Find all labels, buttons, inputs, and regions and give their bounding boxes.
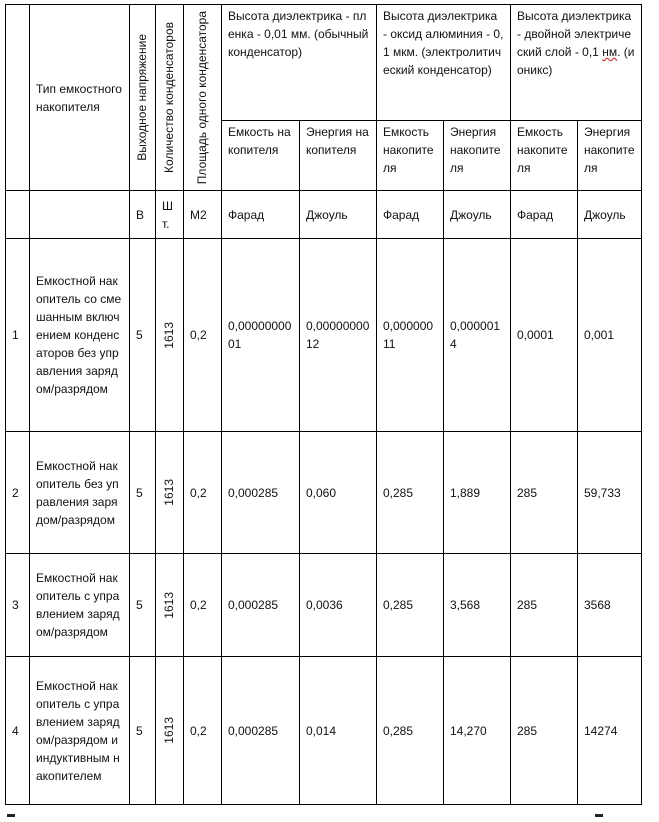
unit-count: Шт. xyxy=(156,191,184,239)
unit-alox-farad: Фарад xyxy=(377,191,444,239)
header-count: Количество конденсаторов xyxy=(156,5,184,191)
row-ionix-capacity: 285 xyxy=(511,432,578,554)
row-number: 2 xyxy=(6,432,30,554)
row-type: Емкостной накопитель с управлением зарядом/разрядом и индуктивным накопителем xyxy=(30,657,130,805)
row-alox-capacity: 0,285 xyxy=(377,554,444,657)
row-area: 0,2 xyxy=(184,239,222,432)
header-ionix-energy: Энергия накопителя xyxy=(578,121,642,191)
header-row-1 xyxy=(6,5,642,121)
row-alox-energy: 1,889 xyxy=(444,432,511,554)
row-film-energy: 0,060 xyxy=(300,432,377,554)
unit-ionix-farad: Фарад xyxy=(511,191,578,239)
row-area: 0,2 xyxy=(184,554,222,657)
units-blank-num xyxy=(6,191,30,239)
header-group-film: Высота диэлектрика - пленка - 0,01 мм. (обычный конденсатор) xyxy=(222,5,377,121)
table-row xyxy=(6,432,642,554)
unit-film-farad: Фарад xyxy=(222,191,300,239)
row-film-capacity: 0,000285 xyxy=(222,432,300,554)
row-number: 3 xyxy=(6,554,30,657)
row-film-energy: 0,0000000012 xyxy=(300,239,377,432)
unit-area: М2 xyxy=(184,191,222,239)
header-film-energy: Энергия накопителя xyxy=(300,121,377,191)
row-type: Емкостной накопитель без управления зарядом/разрядом xyxy=(30,432,130,554)
header-group-alox: Высота диэлектрика - оксид алюминия - 0,1 мкм. (электролитический конденсатор) xyxy=(377,5,511,121)
unit-voltage: В xyxy=(130,191,156,239)
row-film-capacity: 0,000285 xyxy=(222,554,300,657)
cropped-text-line xyxy=(5,812,655,822)
header-type: Тип емкостного накопителя xyxy=(30,5,130,191)
row-count: 1613 xyxy=(156,657,184,805)
header-voltage: Выходное напряжение xyxy=(130,5,156,191)
header-area: Площадь одного конденсатора xyxy=(184,5,222,191)
spellcheck-underline: нм xyxy=(602,45,618,59)
table-row xyxy=(6,657,642,805)
row-ionix-energy: 0,001 xyxy=(578,239,642,432)
row-type: Емкостной накопитель с управлением зарядом/разрядом xyxy=(30,554,130,657)
unit-alox-joule: Джоуль xyxy=(444,191,511,239)
row-area: 0,2 xyxy=(184,657,222,805)
row-area: 0,2 xyxy=(184,432,222,554)
row-film-energy: 0,0036 xyxy=(300,554,377,657)
row-film-energy: 0,014 xyxy=(300,657,377,805)
capacitor-storage-table xyxy=(5,4,642,805)
header-ionix-capacity: Емкость накопителя xyxy=(511,121,578,191)
row-count: 1613 xyxy=(156,554,184,657)
unit-ionix-joule: Джоуль xyxy=(578,191,642,239)
row-alox-capacity: 0,00000011 xyxy=(377,239,444,432)
row-alox-capacity: 0,285 xyxy=(377,432,444,554)
row-voltage: 5 xyxy=(130,239,156,432)
unit-film-joule: Джоуль xyxy=(300,191,377,239)
row-number: 1 xyxy=(6,239,30,432)
header-film-capacity: Емкость накопителя xyxy=(222,121,300,191)
header-group-ionix: Высота диэлектрика - двойной электрический слой - 0,1 нм. (ионикс) xyxy=(511,5,642,121)
row-ionix-capacity: 285 xyxy=(511,657,578,805)
row-type: Емкостной накопитель со смешанным включением конденсаторов без управления зарядом/разрядом xyxy=(30,239,130,432)
row-alox-energy: 3,568 xyxy=(444,554,511,657)
row-voltage: 5 xyxy=(130,554,156,657)
row-alox-capacity: 0,285 xyxy=(377,657,444,805)
units-row xyxy=(6,191,642,239)
table-row xyxy=(6,554,642,657)
row-voltage: 5 xyxy=(130,432,156,554)
row-ionix-capacity: 285 xyxy=(511,554,578,657)
row-voltage: 5 xyxy=(130,657,156,805)
row-film-capacity: 0,000285 xyxy=(222,657,300,805)
row-ionix-capacity: 0,0001 xyxy=(511,239,578,432)
row-ionix-energy: 59,733 xyxy=(578,432,642,554)
row-count: 1613 xyxy=(156,239,184,432)
units-blank-type xyxy=(30,191,130,239)
header-alox-capacity: Емкость накопителя xyxy=(377,121,444,191)
row-number: 4 xyxy=(6,657,30,805)
row-ionix-energy: 3568 xyxy=(578,554,642,657)
row-alox-energy: 0,0000014 xyxy=(444,239,511,432)
table-row xyxy=(6,239,642,432)
header-alox-energy: Энергия накопителя xyxy=(444,121,511,191)
row-count: 1613 xyxy=(156,432,184,554)
header-blank-cell xyxy=(6,5,30,191)
row-alox-energy: 14,270 xyxy=(444,657,511,805)
row-ionix-energy: 14274 xyxy=(578,657,642,805)
row-film-capacity: 0,0000000001 xyxy=(222,239,300,432)
